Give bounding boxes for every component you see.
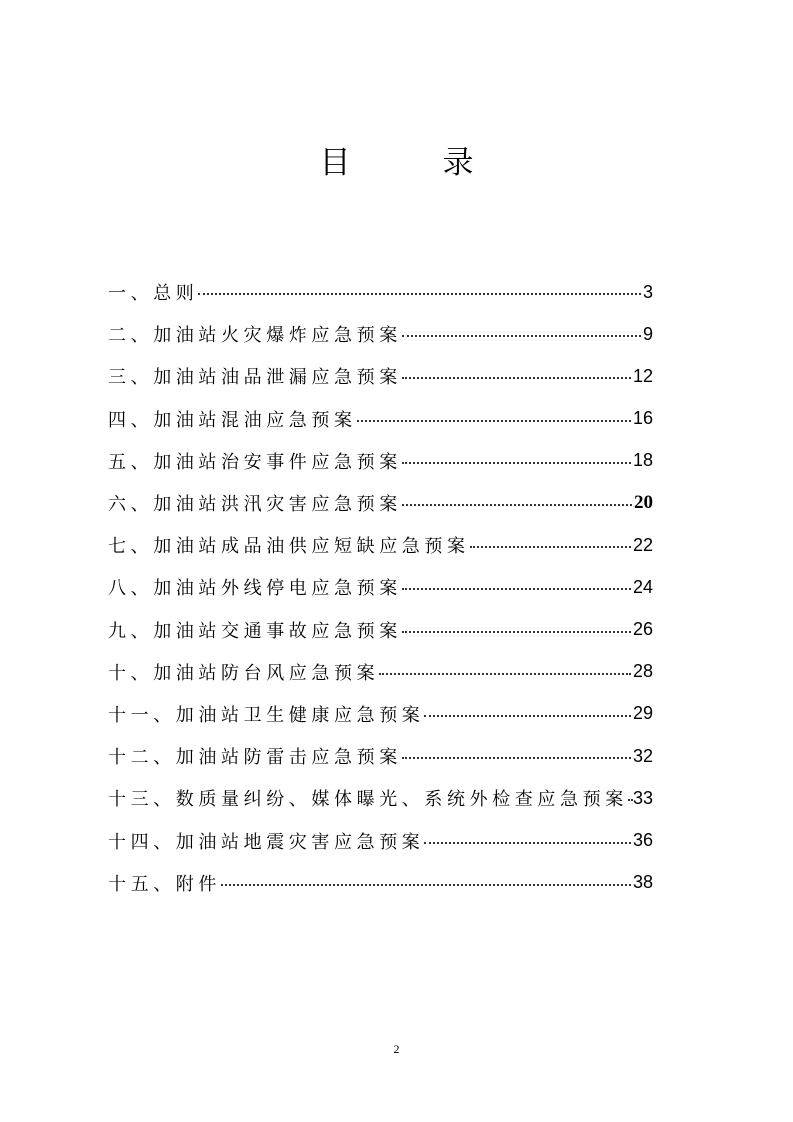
toc-entry-page: 26 [632, 619, 653, 640]
toc-entry[interactable] [108, 355, 653, 397]
dot-leader [402, 588, 631, 590]
dot-leader [402, 504, 632, 506]
toc-entry[interactable] [108, 862, 653, 904]
toc-entry-page: 9 [642, 323, 653, 344]
dot-leader [424, 842, 631, 844]
toc-entry-title: 三、加油站油品泄漏应急预案 [108, 367, 402, 389]
toc-entry-page: 36 [632, 830, 653, 851]
toc-entry-page: 20 [634, 492, 653, 514]
toc-entry[interactable] [108, 819, 653, 861]
dot-leader [402, 757, 631, 759]
toc-entry[interactable] [108, 693, 653, 735]
toc-entry[interactable] [108, 566, 653, 608]
table-of-contents [108, 271, 653, 904]
dot-leader [357, 420, 631, 422]
page-title [0, 140, 793, 186]
toc-entry-title: 十四、加油站地震灾害应急预案 [108, 831, 425, 853]
dot-leader [402, 462, 631, 464]
title-char-2: 录 [442, 145, 474, 181]
toc-entry-title: 十三、数质量纠纷、媒体曝光、系统外检查应急预案 [108, 789, 628, 811]
title-char-1: 目 [319, 145, 351, 181]
dot-leader [221, 884, 631, 886]
dot-leader [402, 631, 631, 633]
dot-leader [628, 799, 631, 801]
dot-leader [424, 715, 631, 717]
toc-entry-page: 29 [632, 703, 653, 724]
toc-entry-page: 16 [632, 408, 653, 429]
dot-leader [198, 293, 641, 295]
toc-entry[interactable] [108, 524, 653, 566]
page-number: 2 [393, 1042, 400, 1056]
toc-entry-page: 18 [632, 450, 653, 471]
toc-entry[interactable] [108, 482, 653, 524]
toc-entry[interactable] [108, 271, 653, 313]
toc-entry[interactable] [108, 313, 653, 355]
toc-entry-title: 五、加油站治安事件应急预案 [108, 451, 402, 473]
dot-leader [379, 673, 631, 675]
toc-entry-page: 38 [632, 872, 653, 893]
toc-entry-title: 八、加油站外线停电应急预案 [108, 578, 402, 600]
toc-entry-title: 十、加油站防台风应急预案 [108, 662, 380, 684]
dot-leader [402, 377, 631, 379]
toc-entry-page: 3 [642, 281, 653, 302]
toc-entry-page: 24 [632, 576, 653, 597]
toc-entry[interactable] [108, 735, 653, 777]
toc-entry-title: 十一、加油站卫生健康应急预案 [108, 704, 425, 726]
dot-leader [470, 546, 631, 548]
toc-entry-page: 32 [632, 745, 653, 766]
toc-entry-page: 33 [632, 787, 653, 808]
toc-entry-page: 22 [632, 534, 653, 555]
toc-entry-title: 四、加油站混油应急预案 [108, 409, 357, 431]
toc-entry[interactable] [108, 777, 653, 819]
toc-entry-title: 一、总则 [108, 283, 199, 305]
toc-entry-page: 12 [632, 365, 653, 386]
toc-entry[interactable] [108, 609, 653, 651]
toc-entry[interactable] [108, 440, 653, 482]
toc-entry-title: 十二、加油站防雷击应急预案 [108, 747, 402, 769]
toc-entry-title: 十五、附件 [108, 873, 221, 895]
dot-leader [402, 335, 641, 337]
toc-entry-title: 六、加油站洪汛灾害应急预案 [108, 494, 402, 516]
toc-entry-title: 七、加油站成品油供应短缺应急预案 [108, 536, 470, 558]
toc-entry[interactable] [108, 651, 653, 693]
toc-entry[interactable] [108, 398, 653, 440]
toc-entry-title: 九、加油站交通事故应急预案 [108, 620, 402, 642]
toc-entry-page: 28 [632, 661, 653, 682]
toc-entry-title: 二、加油站火灾爆炸应急预案 [108, 325, 402, 347]
